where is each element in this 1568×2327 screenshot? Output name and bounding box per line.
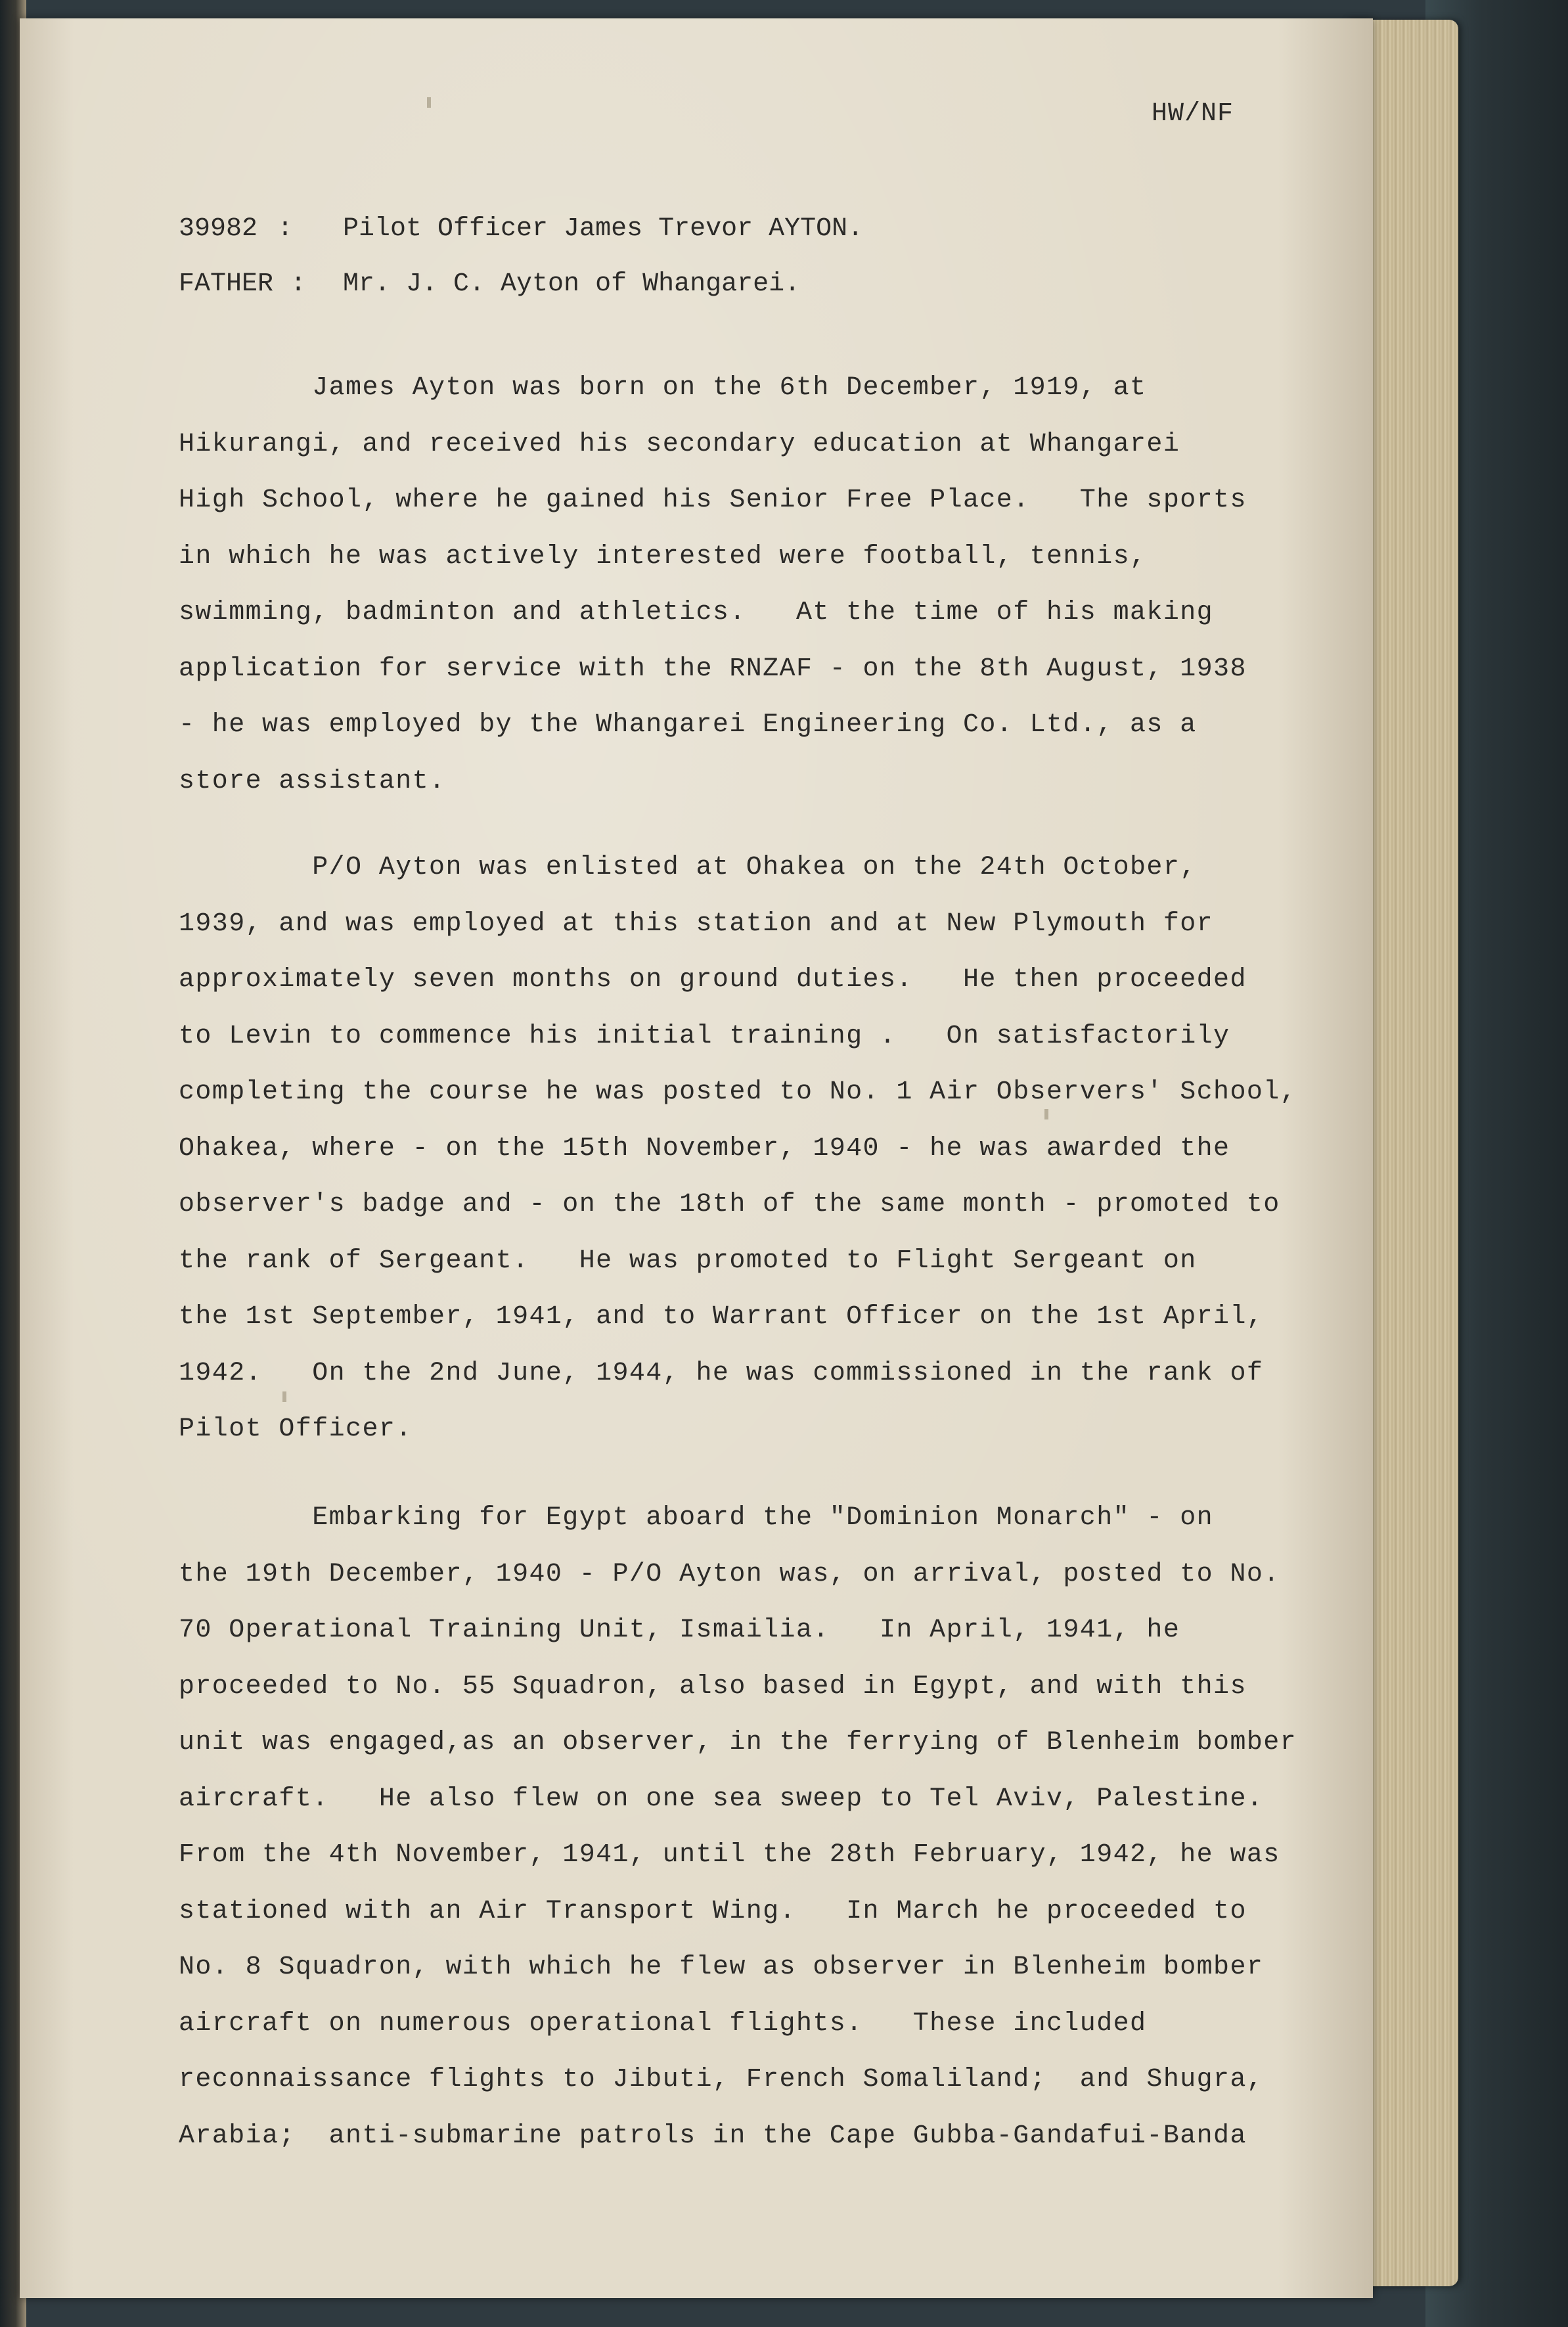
text-line: Hikurangi, and received his secondary education at Whangarei bbox=[179, 429, 1180, 459]
text-line: James Ayton was born on the 6th December, 1919, at bbox=[179, 373, 1147, 403]
text-line: the 19th December, 1940 - P/O Ayton was, on arrival, posted to No. bbox=[179, 1559, 1280, 1589]
service-label: Pilot Officer James Trevor AYTON. bbox=[343, 214, 864, 244]
text-line: Embarking for Egypt aboard the "Dominion Monarch" - on bbox=[179, 1503, 1214, 1533]
text-line: 70 Operational Training Unit, Ismailia. In April, 1941, he bbox=[179, 1615, 1180, 1645]
reference-code: HW/NF bbox=[1152, 99, 1234, 129]
text-line: aircraft. He also flew on one sea sweep to Tel Aviv, Palestine. bbox=[179, 1784, 1264, 1814]
paragraph-3 bbox=[179, 1490, 1297, 2164]
text-line: 1939, and was employed at this station and at New Plymouth for bbox=[179, 909, 1214, 939]
text-line: Ohakea, where - on the 15th November, 1940 - he was awarded the bbox=[179, 1133, 1230, 1164]
text-line: P/O Ayton was enlisted at Ohakea on the 24th October, bbox=[179, 853, 1197, 882]
text-line: store assistant. bbox=[179, 766, 446, 796]
paragraph-2 bbox=[179, 840, 1297, 1458]
father-value: Mr. J. C. Ayton of Whangarei. bbox=[343, 269, 801, 299]
paper-blemish bbox=[427, 97, 431, 108]
text-line: swimming, badminton and athletics. At the time of his making bbox=[179, 598, 1214, 627]
separator: : bbox=[277, 214, 294, 244]
service-number: 39982 bbox=[179, 214, 258, 244]
text-line: 1942. On the 2nd June, 1944, he was commissioned in the rank of bbox=[179, 1358, 1264, 1388]
text-line: unit was engaged,as an observer, in the ferrying of Blenheim bomber bbox=[179, 1728, 1297, 1757]
separator: : bbox=[290, 269, 307, 299]
document-page bbox=[20, 18, 1373, 2298]
paper-blemish bbox=[1044, 1109, 1048, 1119]
father-label: FATHER bbox=[179, 269, 274, 299]
text-line: - he was employed by the Whangarei Engineering Co. Ltd., as a bbox=[179, 710, 1197, 740]
text-line: From the 4th November, 1941, until the 28th February, 1942, he was bbox=[179, 1840, 1280, 1870]
text-line: proceeded to No. 55 Squadron, also based in Egypt, and with this bbox=[179, 1671, 1247, 1702]
text-line: aircraft on numerous operational flights. These included bbox=[179, 2008, 1147, 2039]
text-line: No. 8 Squadron, with which he flew as observer in Blenheim bomber bbox=[179, 1953, 1264, 1982]
text-line: the 1st September, 1941, and to Warrant Officer on the 1st April, bbox=[179, 1302, 1264, 1332]
text-line: application for service with the RNZAF - on the 8th August, 1938 bbox=[179, 654, 1247, 684]
text-line: Pilot Officer. bbox=[179, 1414, 413, 1444]
text-line: approximately seven months on ground duties. He then proceeded bbox=[179, 965, 1247, 995]
text-line: stationed with an Air Transport Wing. In March he proceeded to bbox=[179, 1896, 1247, 1926]
text-line: High School, where he gained his Senior Free Place. The sports bbox=[179, 486, 1247, 515]
text-line: in which he was actively interested were football, tennis, bbox=[179, 541, 1147, 572]
text-line: completing the course he was posted to No. 1 Air Observers' School, bbox=[179, 1077, 1297, 1107]
text-line: reconnaissance flights to Jibuti, French Somaliland; and Shugra, bbox=[179, 2065, 1264, 2094]
paper-blemish bbox=[282, 1391, 286, 1402]
text-line: observer's badge and - on the 18th of the same month - promoted to bbox=[179, 1190, 1280, 1219]
text-line: Arabia; anti-submarine patrols in the Cape Gubba-Gandafui-Banda bbox=[179, 2121, 1247, 2151]
text-line: to Levin to commence his initial training . On satisfactorily bbox=[179, 1021, 1230, 1051]
paragraph-1 bbox=[179, 360, 1247, 809]
text-line: the rank of Sergeant. He was promoted to Flight Sergeant on bbox=[179, 1246, 1197, 1276]
